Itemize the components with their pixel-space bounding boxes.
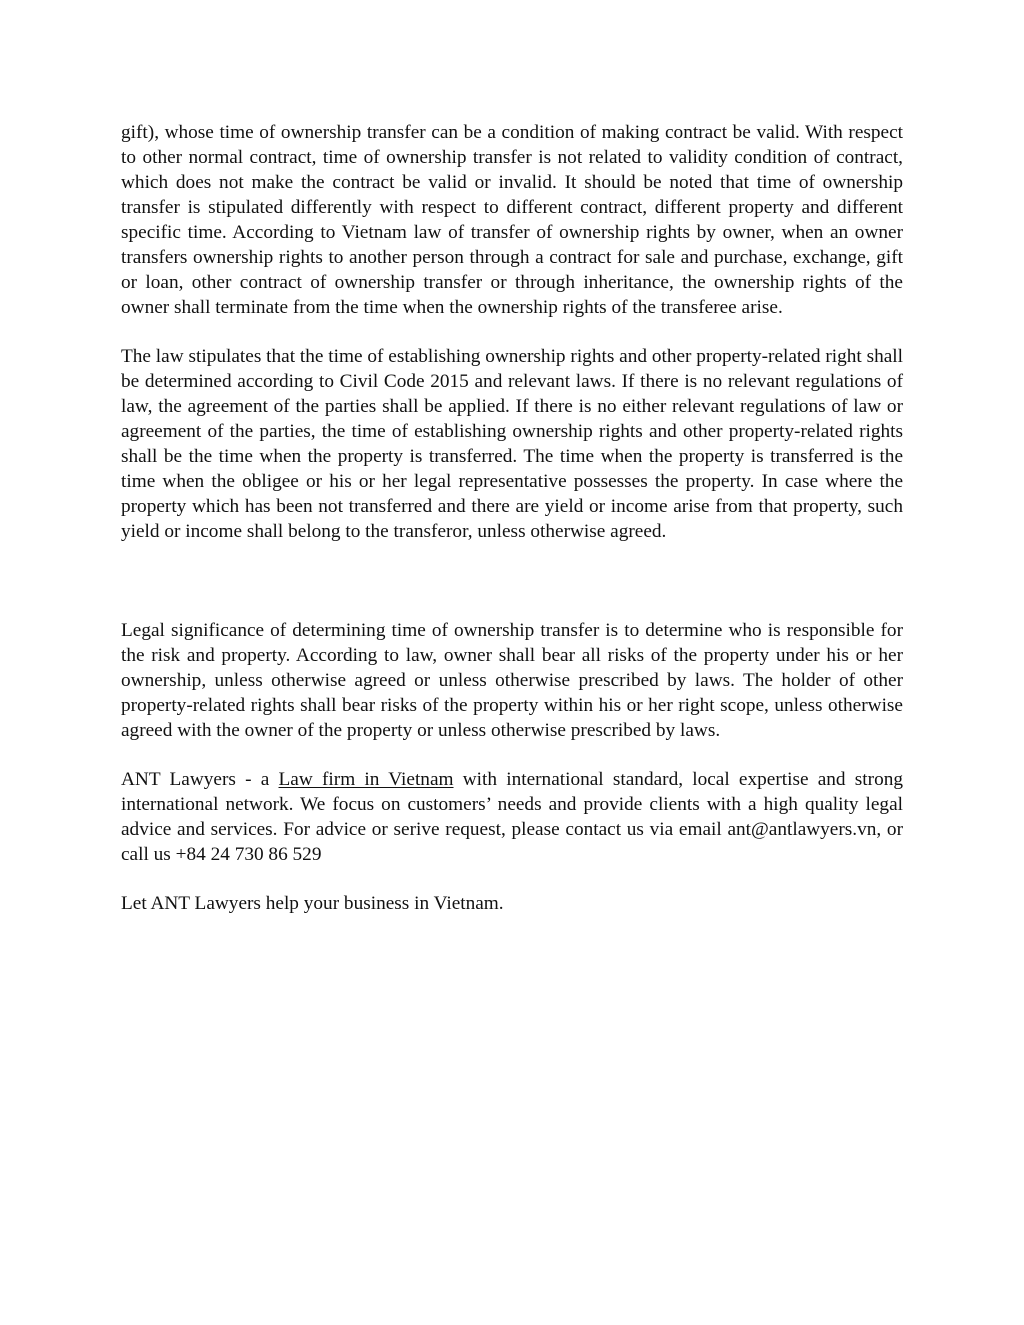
contact-prefix: ANT Lawyers - a bbox=[121, 769, 279, 790]
paragraph-contact bbox=[121, 767, 903, 867]
paragraph-legal-significance: Legal significance of determining time of ownership transfer is to determine who is responsible for the risk and property. According to law, owner shall bear all risks of the property under his or her ownership, unless otherwise agreed or unless otherwise prescribed by laws. The holder of other property-related rights shall bear risks of the property within his or her right scope, unless otherwise agreed with the owner of the property or unless otherwise prescribed by laws. bbox=[121, 620, 903, 741]
paragraph-closing: Let ANT Lawyers help your business in Vietnam. bbox=[121, 893, 504, 914]
document-page bbox=[121, 120, 903, 940]
paragraph-ownership-transfer-time: gift), whose time of ownership transfer can be a condition of making contract be valid. With respect to other normal contract, time of ownership transfer is not related to validity condition of contract, which does not make the contract be valid or invalid. It should be noted that time of ownership transfer is stipulated differently with respect to different contract, different property and different specific time. According to Vietnam law of transfer of ownership rights by owner, when an owner transfers ownership rights to another person through a contract for sale and purchase, exchange, gift or loan, other contract of ownership transfer or through inheritance, the ownership rights of the owner shall terminate from the time when the ownership rights of the transferee arise. bbox=[121, 122, 903, 318]
paragraph-establishing-ownership: The law stipulates that the time of establishing ownership rights and other property-related right shall be determined according to Civil Code 2015 and relevant laws. If there is no relevant regulations of law, the agreement of the parties shall be applied. If there is no either relevant regulations of law or agreement of the parties, the time of establishing ownership rights and other property-related rights shall be the time when the property is transferred. The time when the property is transferred is the time when the obligee or his or her legal representative possesses the property. In case where the property which has been not transferred and there are yield or income arise from that property, such yield or income shall belong to the transferor, unless otherwise agreed. bbox=[121, 346, 903, 542]
law-firm-link[interactable]: Law firm in Vietnam bbox=[278, 769, 454, 790]
contact-suffix: with international standard, local expertise and strong international network. We focus on customers’ needs and provide clients with a high quality legal advice and services. For advice or serive request, please contact us via email ant@antlawyers.vn, or call us +84 24 730 86 529 bbox=[121, 769, 903, 865]
